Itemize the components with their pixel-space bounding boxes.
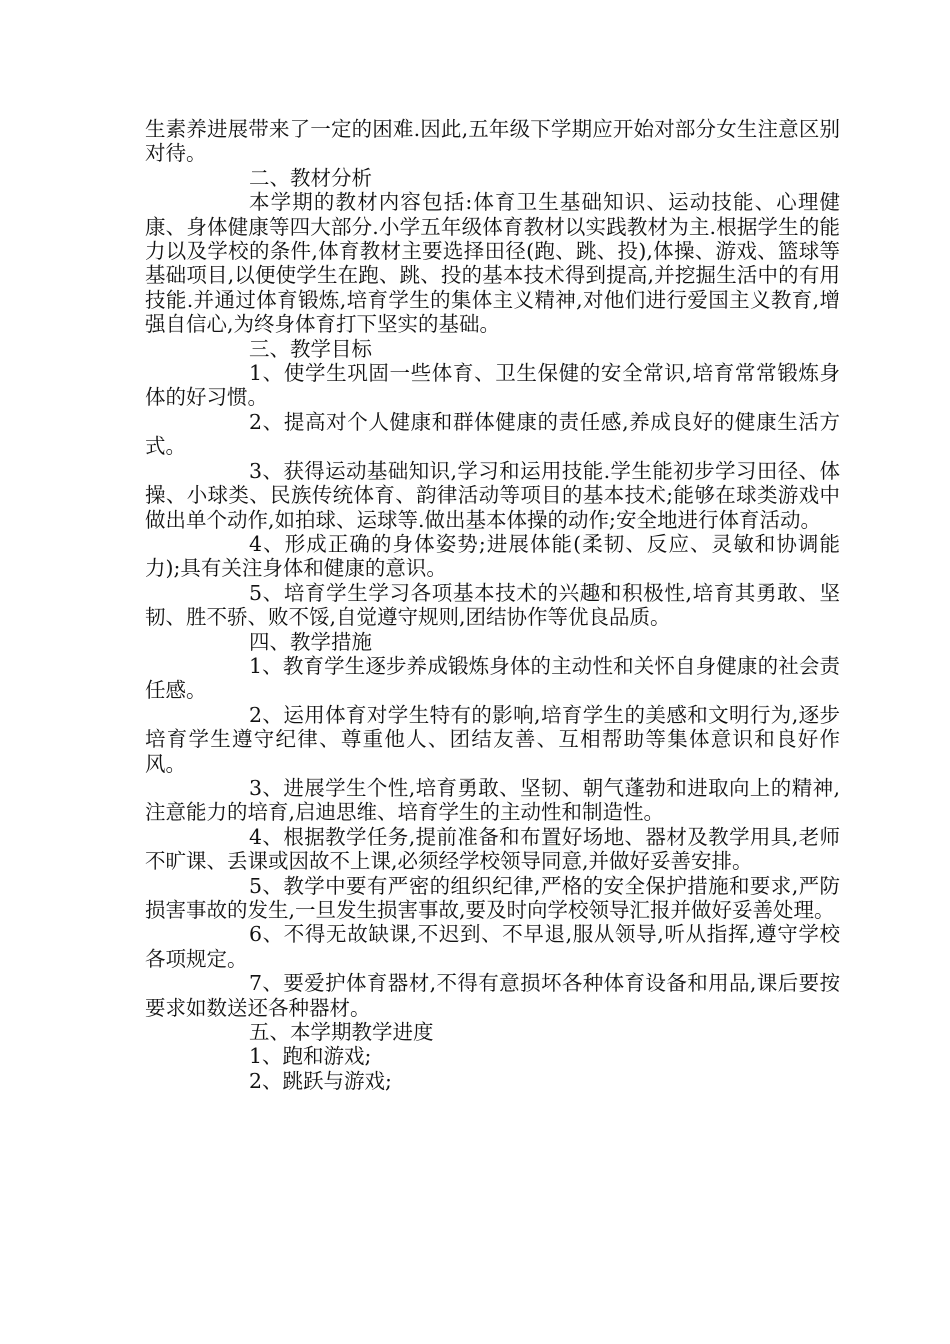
measure-item: 6、不得无故缺课,不迟到、不早退,服从领导,听从指挥,遵守学校各项规定。: [145, 922, 840, 971]
measure-item: 1、教育学生逐步养成锻炼身体的主动性和关怀自身健康的社会责任感。: [145, 653, 840, 703]
goal-item: 3、获得运动基础知识,学习和运用技能.学生能初步学习田径、体操、小球类、民族传统体育、韵律活动等项目的基本技术;能够在球类游戏中做出单个动作,如拍球、运球等.做出基本体操的动作;安全地进行体育活动。: [145, 458, 840, 532]
goal-item: 5、培育学生学习各项基本技术的兴趣和积极性,培育其勇敢、坚韧、胜不骄、败不馁,自觉遵守规则,团结协作等优良品质。: [145, 580, 840, 630]
materials-paragraph: 本学期的教材内容包括:体育卫生基础知识、运动技能、心理健康、身体健康等四大部分.小学五年级体育教材以实践教材为主.根据学生的能力以及学校的条件,体育教材主要选择田径(跑、跳、投),体操、游戏、篮球等基础项目,以便使学生在跑、跳、投的基本技术得到提高,并挖掘生活中的有用技能.并通过体育锻炼,培育学生的集体主义精神,对他们进行爱国主义教育,增强自信心,为终身体育打下坚实的基础。: [145, 190, 840, 337]
section-heading-materials: 二、教材分析: [249, 165, 372, 190]
schedule-item: 2、跳跃与游戏;: [249, 1068, 392, 1093]
goal-item: 1、使学生巩固一些体育、卫生保健的安全常识,培育常常锻炼身体的好习惯。: [145, 361, 840, 410]
measure-item: 2、运用体育对学生特有的影响,培育学生的美感和文明行为,逐步培育学生遵守纪律、尊重他人、团结友善、互相帮助等集体意识和良好作风。: [145, 702, 840, 776]
intro-continuation: 生素养进展带来了一定的困难.因此,五年级下学期应开始对部分女生注意区别对待。: [145, 117, 840, 166]
section-heading-measures: 四、教学措施: [249, 629, 372, 654]
schedule-item: 1、跑和游戏;: [249, 1044, 372, 1069]
measure-item: 3、进展学生个性,培育勇敢、坚韧、朝气蓬勃和进取向上的精神,注意能力的培育,启迪思维、培育学生的主动性和制造性。: [145, 775, 840, 825]
goal-item: 4、形成正确的身体姿势;进展体能(柔韧、反应、灵敏和协调能力);具有关注身体和健康的意识。: [145, 531, 840, 581]
measure-item: 7、要爱护体育器材,不得有意损坏各种体育设备和用品,课后要按要求如数送还各种器材。: [145, 971, 840, 1020]
document-body: [145, 117, 840, 1093]
section-heading-goals: 三、教学目标: [249, 336, 372, 361]
measure-item: 4、根据教学任务,提前准备和布置好场地、器材及教学用具,老师不旷课、丢课或因故不上课,必须经学校领导同意,并做好妥善安排。: [145, 824, 840, 874]
section-heading-schedule: 五、本学期教学进度: [249, 1020, 434, 1045]
goal-item: 2、提高对个人健康和群体健康的责任感,养成良好的健康生活方式。: [145, 409, 840, 459]
measure-item: 5、教学中要有严密的组织纪律,严格的安全保护措施和要求,严防损害事故的发生,一旦发生损害事故,要及时向学校领导汇报并做好妥善处理。: [145, 873, 840, 922]
